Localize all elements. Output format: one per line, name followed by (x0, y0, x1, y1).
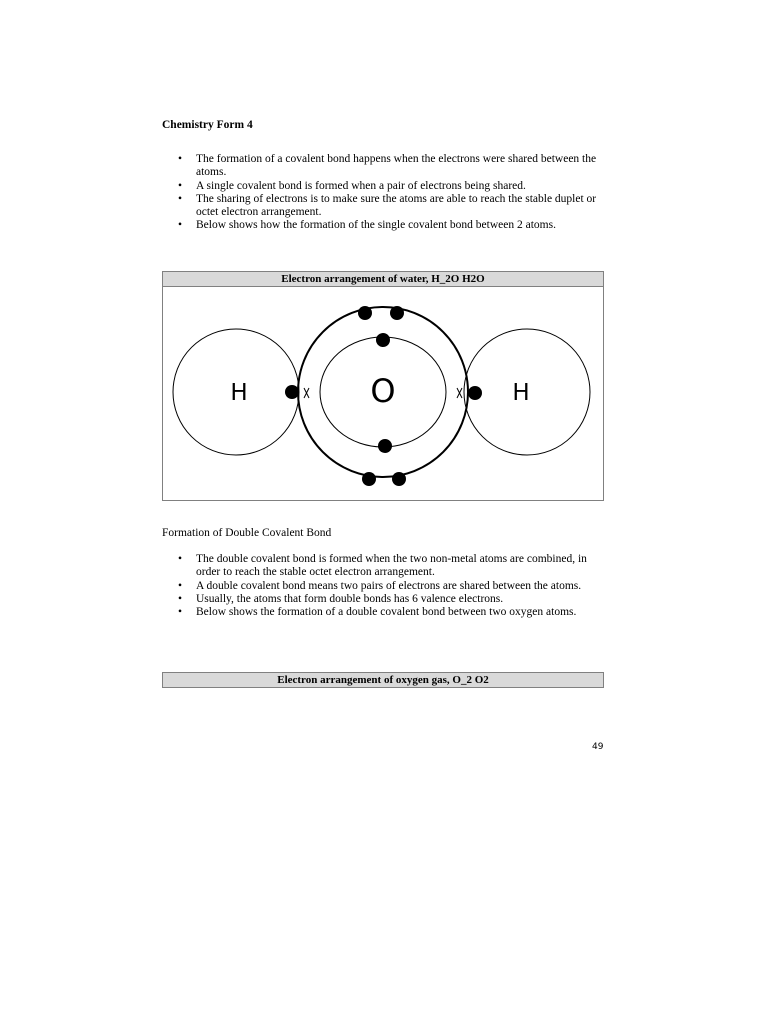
electron-dot (390, 306, 404, 320)
list-item (162, 219, 612, 232)
bullet-icon: • (178, 153, 183, 165)
page-header-title: Chemistry Form 4 (162, 119, 253, 131)
oxygen-figure (162, 672, 604, 688)
page-number: 49 (592, 742, 604, 752)
bullet-icon: • (178, 219, 183, 232)
bullet-icon: • (178, 606, 183, 619)
list-item-text: A single covalent bond is formed when a pair of electrons being shared. (196, 179, 526, 192)
water-figure-caption: Electron arrangement of water, H_2O H2O (163, 272, 603, 287)
bullet-icon: • (178, 579, 183, 592)
electron-cross-left (304, 388, 309, 398)
electron-dot (285, 385, 299, 399)
bullet-icon: • (178, 592, 183, 605)
right-atom-label: H (512, 380, 530, 406)
list-item (162, 593, 612, 606)
bullet-icon: • (178, 192, 183, 205)
list-item-text: Below shows how the formation of the single covalent bond between 2 atoms. (196, 219, 556, 232)
list-item-text: The formation of a covalent bond happens when the electrons were shared between the atoms. (196, 153, 597, 179)
list-item-text: Below shows the formation of a double covalent bond between two oxygen atoms. (196, 606, 577, 619)
double-bond-section-title: Formation of Double Covalent Bond (162, 527, 332, 539)
bullet-icon: • (178, 179, 183, 192)
electron-dot (392, 472, 406, 486)
oxygen-figure-caption: Electron arrangement of oxygen gas, O_2 O2 (163, 673, 603, 687)
list-item-text: The sharing of electrons is to make sure the atoms are able to reach the stable duplet or octet electron arrangement. (196, 192, 597, 219)
list-item (162, 580, 612, 593)
list-item (162, 193, 612, 220)
electron-dot (468, 386, 482, 400)
electron-cross-right (457, 388, 462, 398)
list-item (162, 553, 612, 580)
electron-dot (378, 439, 392, 453)
electron-dot (358, 306, 372, 320)
list-item (162, 180, 612, 193)
double-bond-bullet-list (162, 553, 612, 619)
single-bond-bullet-list (162, 153, 612, 233)
water-electron-diagram (163, 287, 603, 500)
left-atom-label: H (230, 380, 248, 406)
water-figure (162, 271, 604, 501)
list-item-text: A double covalent bond means two pairs of electrons are shared between the atoms. (196, 579, 582, 592)
list-item (162, 606, 612, 619)
bullet-icon: • (178, 553, 183, 565)
list-item (162, 153, 612, 180)
electron-dot (376, 333, 390, 347)
list-item-text: The double covalent bond is formed when the two non-metal atoms are combined, in order to reach the stable octet electron arrangement. (196, 553, 587, 579)
electron-dot (362, 472, 376, 486)
list-item-text: Usually, the atoms that form double bonds has 6 valence electrons. (196, 592, 504, 605)
center-atom-label: O (370, 372, 396, 410)
